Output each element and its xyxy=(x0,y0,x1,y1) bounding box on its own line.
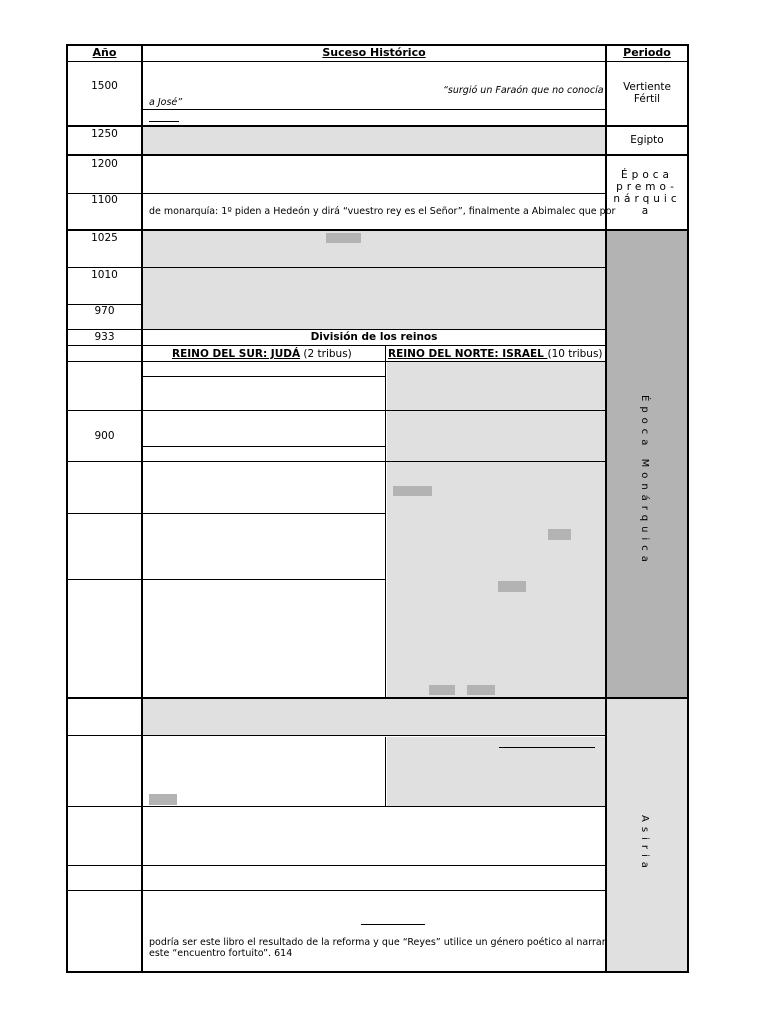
row-1010-fill xyxy=(143,268,605,329)
year-1025: 1025 xyxy=(91,232,118,244)
kingdom-divider-lower xyxy=(385,737,386,806)
final-text-line1: podría ser este libro el resultado de la reforma y que “Reyes” utilice un género poético al narrar xyxy=(149,937,606,948)
row-line xyxy=(66,697,689,699)
row-1250-fill xyxy=(143,127,605,154)
period-fertil: Fértil xyxy=(633,93,661,105)
redacted-block xyxy=(498,581,526,592)
division-title: División de los reinos xyxy=(310,331,438,343)
row-line xyxy=(66,806,605,807)
year-col-divider xyxy=(141,44,143,973)
redacted-block xyxy=(548,529,571,540)
final-text-line2: este “encuentro fortuito”. 614 xyxy=(149,948,293,959)
row-line xyxy=(66,579,386,580)
short-underline xyxy=(361,924,425,925)
monarquia-text: de monarquía: 1º piden a Hedeón y dirá “vuestro rey es el Señor”, finalmente a Abimalec que por xyxy=(149,206,616,217)
period-asiria: Asiria xyxy=(639,815,650,873)
redacted-block xyxy=(429,685,455,695)
row-1025-fill xyxy=(143,231,605,267)
period-premo-2: premo- xyxy=(616,181,678,193)
header-year: Año xyxy=(92,46,117,59)
redacted-block xyxy=(149,794,177,805)
year-1250: 1250 xyxy=(91,128,118,140)
period-egipto: Egipto xyxy=(630,134,664,146)
row-line xyxy=(66,61,689,62)
period-monarquica: Época Monárquica xyxy=(639,395,650,567)
row-wide-fill xyxy=(143,699,605,735)
table-bottom-border xyxy=(66,971,689,973)
short-underline xyxy=(499,747,595,748)
row-line xyxy=(66,125,689,127)
row-line xyxy=(66,329,605,330)
south-kingdom-name: REINO DEL SUR: JUDÁ xyxy=(172,348,301,360)
short-underline xyxy=(149,121,179,122)
row-line xyxy=(66,267,605,268)
row-line xyxy=(66,193,605,194)
north-kingdom-header xyxy=(388,348,603,360)
redacted-block xyxy=(326,233,361,243)
row-line xyxy=(66,890,605,891)
north-kingdom-tribes: (10 tribus) xyxy=(547,348,603,360)
redacted-block xyxy=(467,685,495,695)
row-line xyxy=(66,410,605,411)
period-vertiente: Vertiente xyxy=(623,81,671,93)
row-line xyxy=(66,461,605,462)
quote-jose: a José” xyxy=(149,97,183,108)
period-premo-3: nárquic xyxy=(613,193,681,205)
year-1010: 1010 xyxy=(91,269,118,281)
row-line xyxy=(66,154,689,156)
period-premo-1: Época xyxy=(621,169,673,181)
south-kingdom-tribes: (2 tribus) xyxy=(300,348,352,360)
header-event: Suceso Histórico xyxy=(322,46,426,59)
row-line xyxy=(66,345,605,346)
north-kingdom-name: REINO DEL NORTE: ISRAEL xyxy=(388,348,548,360)
row-line xyxy=(66,361,605,362)
south-kingdom-header xyxy=(172,348,352,360)
table-right-border xyxy=(687,44,689,973)
north-kingdom-fill xyxy=(387,362,605,697)
year-1100: 1100 xyxy=(91,194,118,206)
year-933: 933 xyxy=(94,331,115,343)
row-line xyxy=(66,735,605,736)
period-premo-4: a xyxy=(641,205,653,217)
row-line xyxy=(143,109,605,110)
year-1500: 1500 xyxy=(91,80,118,92)
row-line xyxy=(66,513,386,514)
redacted-block xyxy=(393,486,432,496)
header-period: Periodo xyxy=(623,46,671,59)
year-1200: 1200 xyxy=(91,158,118,170)
south-row-line xyxy=(143,446,386,447)
kingdom-divider xyxy=(385,346,386,698)
table-left-border xyxy=(66,44,68,973)
year-900: 900 xyxy=(94,430,115,442)
row-line xyxy=(66,229,689,231)
row-line xyxy=(66,865,605,866)
quote-faraon: “surgió un Faraón que no conocía xyxy=(443,85,604,96)
year-970: 970 xyxy=(94,305,115,317)
south-row-line xyxy=(143,376,386,377)
